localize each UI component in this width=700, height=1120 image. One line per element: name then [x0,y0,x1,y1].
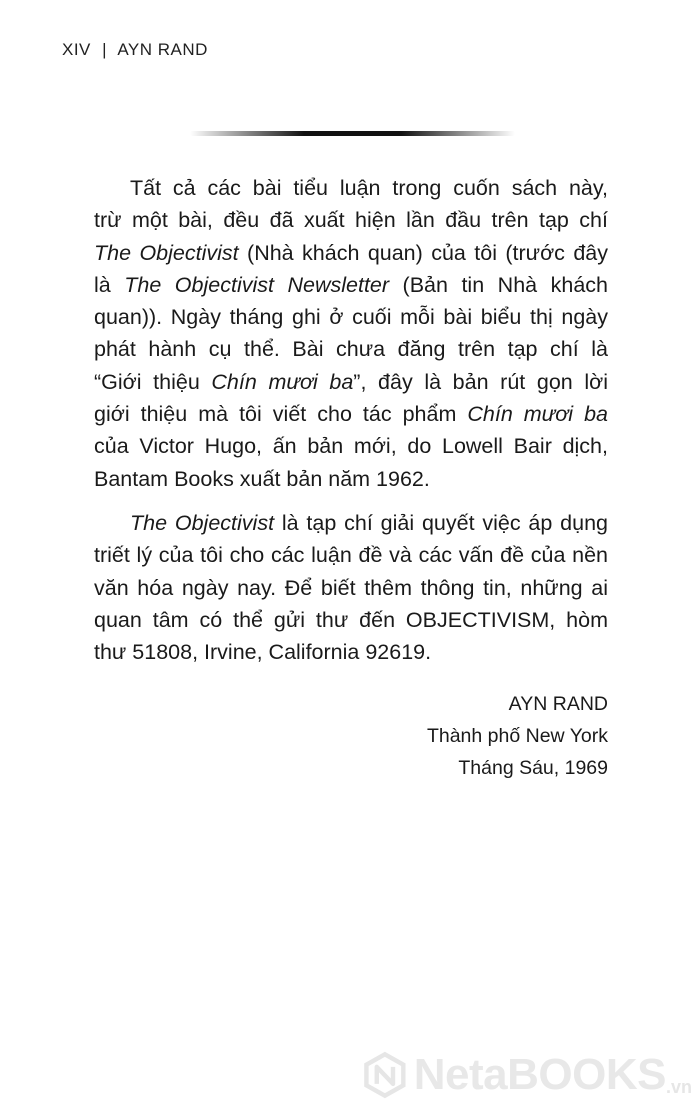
text-line [94,539,608,571]
text-line [94,301,608,333]
text-run: quan tâm có thể gửi thư đến OBJECTIVISM, hòm [94,607,608,632]
signature-name: AYN RAND [508,693,608,715]
text-line [94,237,608,269]
text-line [94,463,608,495]
signature-date: Tháng Sáu, 1969 [458,757,608,779]
watermark [362,1040,692,1110]
signature-block [427,688,608,784]
text-line [94,269,608,301]
text-line [94,366,608,398]
text-line [94,636,608,668]
text-run: là [94,272,125,297]
text-run: quan)). Ngày tháng ghi ở cuối mỗi bài biểu thị ngày [94,305,608,330]
text-run: là tạp chí giải quyết việc áp dụng [274,511,608,535]
text-run: phát hành cụ thể. Bài chưa đăng trên tạp chí là [94,337,608,362]
text-run: triết lý của tôi cho các luận đề và các vấn đề của nền [94,543,608,568]
watermark-domain: .vn [665,1077,692,1097]
text-line [94,507,608,539]
signature-place: Thành phố New York [426,725,608,747]
text-run: giới thiệu mà tôi viết cho tác phẩm [94,402,468,427]
italic-title: The Objectivist Newsletter [124,272,390,297]
text-line [94,398,608,430]
italic-title: Chín mươi ba [211,369,354,394]
page-number: XIV [62,40,91,59]
header-separator: | [102,40,108,59]
text-run: văn hóa ngày nay. Để biết thêm thông tin, những ai [94,575,608,600]
text-line [94,333,608,365]
italic-title: Chín mươi ba [467,402,608,427]
running-head [62,40,208,60]
text-line [94,604,608,636]
text-line [94,572,608,604]
netabooks-logo-icon [362,1044,408,1106]
text-run: Bantam Books xuất bản năm 1962. [94,466,430,491]
paragraph-1 [94,172,608,495]
text-run: trừ một bài, đều đã xuất hiện lần đầu trên tạp chí [94,208,608,233]
text-run: thư 51808, Irvine, California 92619. [94,640,432,665]
running-head-author: AYN RAND [117,40,208,59]
text-line [94,430,608,462]
text-run: của Victor Hugo, ấn bản mới, do Lowell Bair dịch, [94,434,608,459]
text-run: (Nhà khách quan) của tôi (trước đây [238,240,608,265]
text-line [94,172,608,204]
text-line [94,204,608,236]
italic-title: The Objectivist [130,511,275,535]
decorative-rule [190,131,515,136]
paragraph-2 [94,507,608,668]
italic-title: The Objectivist [94,240,239,265]
text-run: ”, đây là bản rút gọn lời [353,369,609,394]
text-run: Tất cả các bài tiểu luận trong cuốn sách này, [130,176,608,200]
text-run: “Giới thiệu [94,369,212,394]
watermark-brand: NetaBOOKS [413,1050,666,1099]
text-run: (Bản tin Nhà khách [389,272,608,297]
